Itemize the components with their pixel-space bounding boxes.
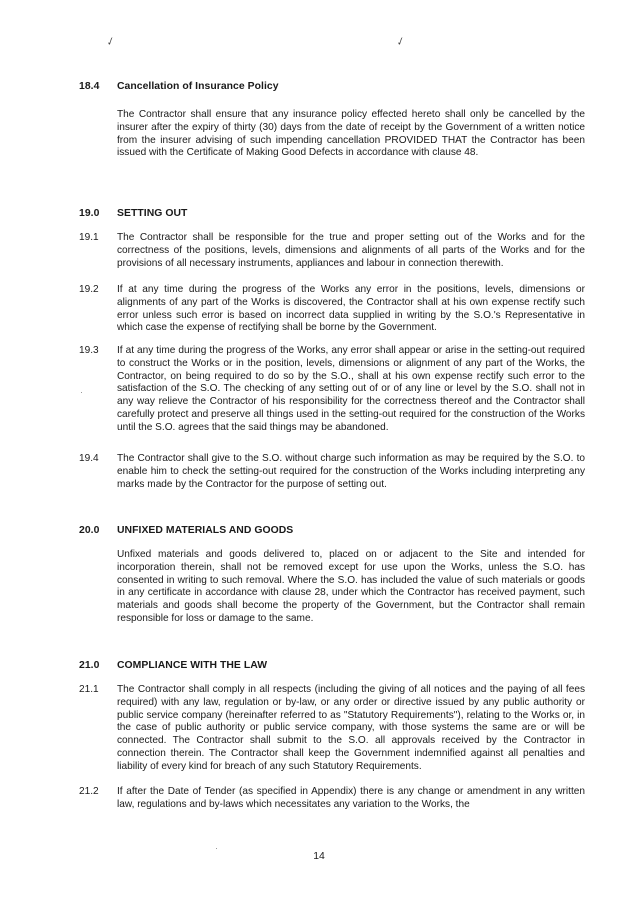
clause-paragraph	[79, 284, 585, 335]
clause-text: The Contractor shall comply in all respects (including the giving of all notices and the paying of all fees required) with any law, regulation or by-law, or any order or directive issued by any public authority or public service company (hereinafter referred to as "Statutory Requirements"), relating to the Works or, in the case of public authority or public service company, with those systems the same are or will be connected. The Contractor shall submit to the S.O. all approvals received by the Contractor in connection therein. The Contractor shall keep the Government indemnified against all penalties and liability of every kind for breach of any such Statutory Requirements.	[117, 684, 585, 772]
clause-number: 21.1	[79, 684, 99, 695]
clause-paragraph	[79, 549, 585, 626]
clause-paragraph	[79, 109, 585, 160]
section-title: SETTING OUT	[117, 208, 188, 219]
clause-text: The Contractor shall be responsible for the true and proper setting out of the Works and for the correctness of the positions, levels, dimensions and alignments of all parts of the Works and for the provisions of all necessary instruments, appliances and labour in connection therewith.	[117, 232, 585, 269]
clause-number: 21.2	[79, 786, 99, 797]
section-title: Cancellation of Insurance Policy	[117, 81, 279, 92]
clause-text: If at any time during the progress of the Works any error in the positions, levels, dimensions or alignments of any part of the Works is discovered, the Contractor shall at his own expense rectify such error unless such error is based on incorrect data supplied in writing by the S.O.'s Representative in which case the expense of rectifying shall be borne by the Government.	[117, 284, 585, 334]
clause-number: 19.3	[79, 345, 99, 356]
clause-number: 19.1	[79, 232, 99, 243]
clause-paragraph	[79, 453, 585, 491]
check-mark-icon: ✓	[394, 35, 407, 50]
clause-paragraph	[79, 232, 585, 270]
page-number: 14	[313, 851, 325, 862]
section-title: COMPLIANCE WITH THE LAW	[117, 660, 268, 671]
clause-text: The Contractor shall ensure that any insurance policy effected hereto shall only be cancelled by the insurer after the expiry of thirty (30) days from the date of receipt by the Government of a written notice from the insurer advising of such impending cancellation PROVIDED THAT the Contractor has been issued with the Certificate of Making Good Defects in accordance with clause 48.	[117, 109, 585, 159]
clause-paragraph	[79, 786, 585, 812]
section-title: UNFIXED MATERIALS AND GOODS	[117, 525, 294, 536]
clause-text: The Contractor shall give to the S.O. without charge such information as may be required by the S.O. to enable him to check the setting-out required for the construction of the Works including interpreting any marks made by the Contractor for the purpose of setting out.	[117, 453, 585, 490]
clause-paragraph	[79, 345, 585, 435]
check-mark-icon: ✓	[104, 35, 117, 50]
scan-speck	[81, 392, 82, 393]
clause-number: 19.2	[79, 284, 99, 295]
clause-text: If at any time during the progress of the Works, any error shall appear or arise in the setting-out required to construct the Works or in the position, levels, dimensions or alignment of any part of the Works, the Contractor, on being required to do so by the S.O., shall at his own expense rectify such error to the satisfaction of the S.O. The checking of any setting out of or of any line or level by the S.O. shall not in any way relieve the Contractor of his responsibility for the correctness thereof and the Contractor shall carefully protect and preserve all things used in the setting-out required for the construction of the Works until the S.O. agrees that the said things may be abandoned.	[117, 345, 585, 433]
section-number: 21.0	[79, 660, 100, 671]
scan-speck	[216, 848, 217, 849]
section-number: 20.0	[79, 525, 100, 536]
section-number: 18.4	[79, 81, 100, 92]
clause-number: 19.4	[79, 453, 99, 464]
clause-text: If after the Date of Tender (as specified in Appendix) there is any change or amendment in any written law, regulations and by-laws which necessitates any variation to the Works, the	[117, 786, 585, 810]
clause-text: Unfixed materials and goods delivered to, placed on or adjacent to the Site and intended for incorporation therein, shall not be removed except for use upon the Works, unless the S.O. has consented in writing to such removal. Where the S.O. has included the value of such materials or goods in any certificate in accordance with clause 28, under which the Contractor has received payment, such materials and goods shall become the property of the Government, but the Contractor shall remain responsible for loss or damage to the same.	[117, 549, 585, 624]
section-number: 19.0	[79, 208, 100, 219]
clause-paragraph	[79, 684, 585, 774]
